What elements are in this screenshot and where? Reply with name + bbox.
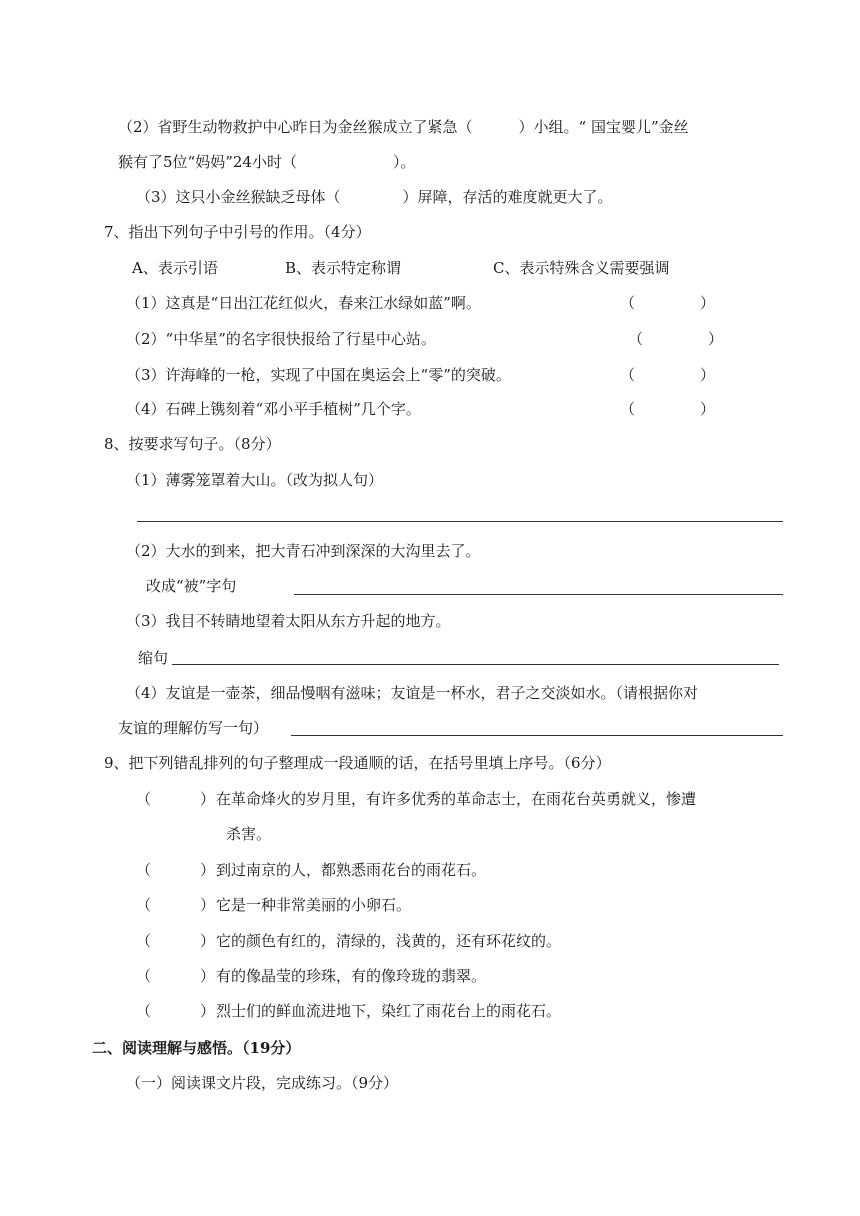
q7-item-4-text: （4）石碑上镌刻着“邓小平手植树”几个字。 (126, 400, 421, 418)
q9-item-4-paren-open: （ (136, 932, 152, 950)
q9-item-3-paren-open: （ (136, 896, 152, 914)
q8-item-4-line1: （4）友谊是一壶茶，细品慢咽有滋味；友谊是一杯水，君子之交淡如水。（请根据你对 (126, 684, 699, 702)
q9-item-3-text: 它是一种非常美丽的小卵石。 (216, 896, 412, 914)
q8-item-2-prompt: 改成“被”字句 (146, 577, 237, 595)
q9-item-2-paren-open: （ (136, 861, 152, 879)
section-2-sub-1: （一）阅读课文片段，完成练习。（9分） (126, 1074, 399, 1092)
q6-item3-text-b: ）屏障，存活的难度就更大了。 (402, 188, 613, 206)
q8-item-3-answer-line[interactable] (172, 664, 779, 665)
q7-item-3-paren-open: （ (620, 366, 636, 384)
q9-item-5-paren-close: ） (200, 967, 216, 985)
q6-item2-text-a: （2）省野生动物救护中心昨日为金丝猴成立了紧急（ (118, 118, 473, 136)
q7-item-1-paren-open: （ (620, 294, 636, 312)
q9-item-6-paren-open: （ (136, 1002, 152, 1020)
q8-item-3: （3）我目不转睛地望着太阳从东方升起的地方。 (126, 612, 451, 630)
q7-item-2-paren-open: （ (628, 330, 644, 348)
q8-item-4-answer-line[interactable] (291, 735, 783, 736)
q9-item-1-paren-close: ） (200, 790, 216, 808)
q8-item-2: （2）大水的到来，把大青石冲到深深的大沟里去了。 (126, 542, 481, 560)
q9-title: 9、把下列错乱排列的句子整理成一段通顺的话，在括号里填上序号。（6分） (104, 754, 611, 772)
q7-option-b: B、表示特定称谓 (285, 259, 402, 277)
q9-item-1-text: 在革命烽火的岁月里，有许多优秀的革命志士，在雨花台英勇就义，惨遭 (216, 790, 697, 808)
q8-item-2-answer-line[interactable] (294, 594, 783, 595)
q7-item-3-text: （3）许海峰的一枪，实现了中国在奥运会上“零”的突破。 (126, 366, 511, 384)
q7-title: 7、指出下列句子中引号的作用。（4分） (104, 223, 371, 241)
q7-item-4-paren-open: （ (620, 400, 636, 418)
q6-item3-text-a: （3）这只小金丝猴缺乏母体（ (136, 188, 341, 206)
q6-item2-line2 (118, 152, 415, 172)
q8-item-1: （1）薄雾笼罩着大山。（改为拟人句） (126, 471, 384, 489)
q6-item2-line1 (118, 117, 689, 137)
q9-item-1-paren-open: （ (136, 790, 152, 808)
q6-item2-line2-text-b: ）。 (392, 153, 416, 171)
q8-item-1-answer-line[interactable] (137, 521, 783, 522)
q8-item-4-line2: 友谊的理解仿写一句） (118, 719, 269, 737)
q7-option-a: A、表示引语 (132, 259, 218, 277)
q9-item-4-text: 它的颜色有红的，清绿的，浅黄的，还有环花纹的。 (216, 932, 562, 950)
q9-item-2-paren-close: ） (200, 861, 216, 879)
q7-item-1-text: （1）这真是“日出江花红似火，春来江水绿如蓝”啊。 (126, 294, 481, 312)
q7-item-3-paren-close: ） (700, 366, 716, 384)
q9-item-6-paren-close: ） (200, 1002, 216, 1020)
q9-item-5-paren-open: （ (136, 967, 152, 985)
q6-item2-text-b: ）小组。“ 国宝婴儿”金丝 (518, 118, 689, 136)
q7-option-c: C、表示特殊含义需要强调 (493, 259, 670, 277)
q7-item-2-paren-close: ） (708, 330, 724, 348)
q9-item-4-paren-close: ） (200, 932, 216, 950)
q8-title: 8、按要求写句子。（8分） (104, 435, 281, 453)
q7-item-4-paren-close: ） (700, 400, 716, 418)
q9-item-5-text: 有的像晶莹的珍珠，有的像玲珑的翡翠。 (216, 967, 487, 985)
q7-item-2-text: （2）“中华星”的名字很快报给了行星中心站。 (126, 330, 436, 348)
q9-item-3-paren-close: ） (200, 896, 216, 914)
q9-item-2-text: 到过南京的人，都熟悉雨花台的雨花石。 (216, 861, 487, 879)
q6-item2-line2-text-a: 猴有了5位“妈妈”24小时（ (118, 153, 297, 171)
q9-item-1-cont: 杀害。 (226, 825, 272, 843)
q7-item-1-paren-close: ） (700, 294, 716, 312)
section-2-title: 二、阅读理解与感悟。（19分） (92, 1039, 301, 1057)
q9-item-6-text: 烈士们的鲜血流进地下，染红了雨花台上的雨花石。 (216, 1002, 562, 1020)
q6-item3 (136, 187, 613, 207)
q8-item-3-prompt: 缩句 (138, 649, 169, 667)
